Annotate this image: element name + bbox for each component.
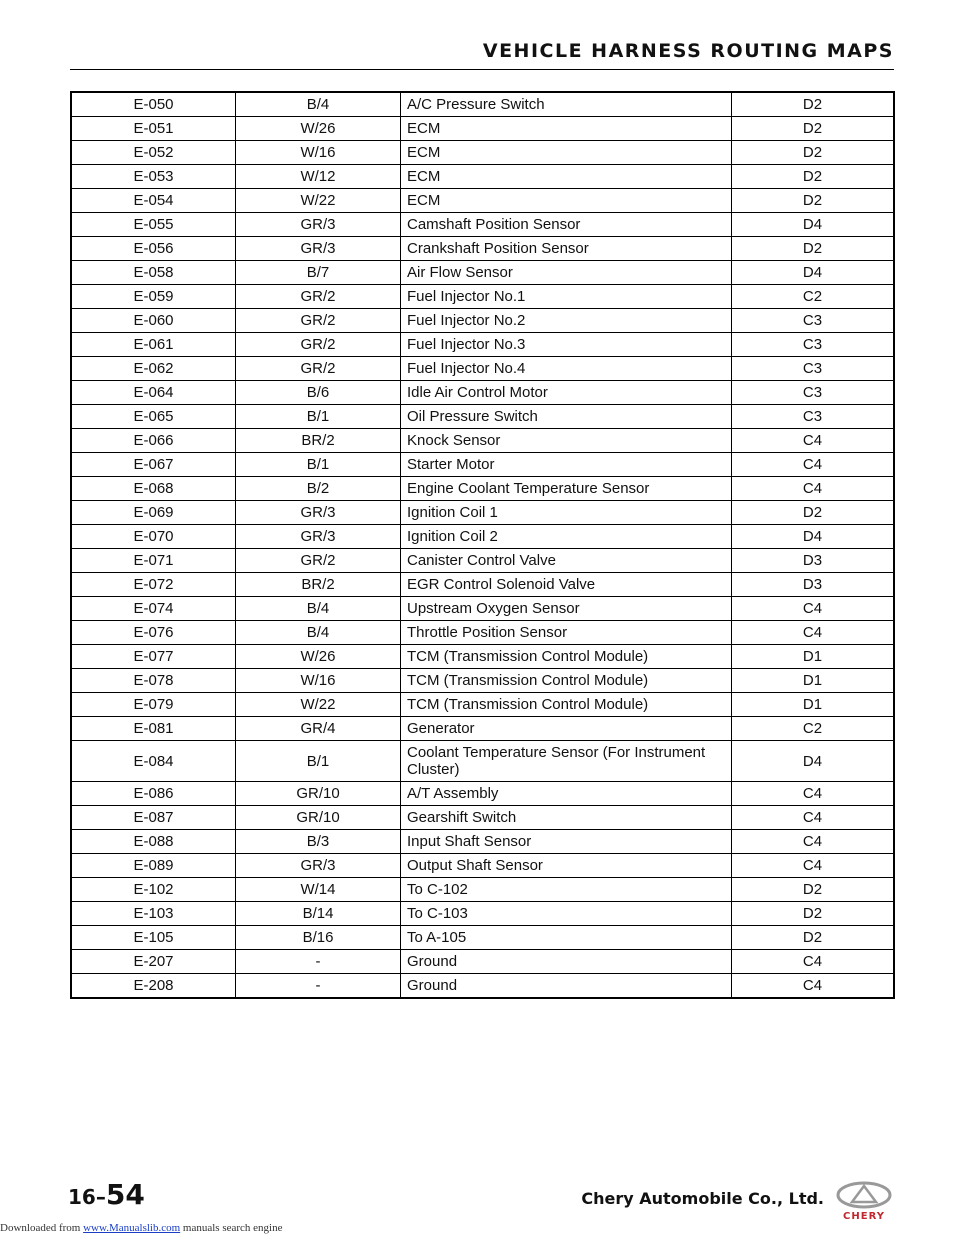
pin-spec: W/12	[236, 165, 401, 189]
pin-spec: GR/2	[236, 549, 401, 573]
pin-spec: GR/3	[236, 525, 401, 549]
table-row	[71, 854, 894, 878]
pin-spec: GR/3	[236, 501, 401, 525]
pin-spec: GR/2	[236, 285, 401, 309]
pin-spec: B/4	[236, 621, 401, 645]
table-row	[71, 285, 894, 309]
table-row	[71, 165, 894, 189]
table-row	[71, 741, 894, 782]
grid-location: C4	[732, 974, 895, 999]
component-name: Engine Coolant Temperature Sensor	[401, 477, 732, 501]
grid-location: D4	[732, 741, 895, 782]
connector-code: E-062	[71, 357, 236, 381]
component-name: Fuel Injector No.1	[401, 285, 732, 309]
manualslib-link[interactable]: www.Manualslib.com	[83, 1222, 181, 1234]
table-row	[71, 717, 894, 741]
component-name: EGR Control Solenoid Valve	[401, 573, 732, 597]
header-divider	[70, 69, 894, 70]
component-name: To C-102	[401, 878, 732, 902]
pin-spec: W/16	[236, 141, 401, 165]
grid-location: D4	[732, 261, 895, 285]
component-name: TCM (Transmission Control Module)	[401, 669, 732, 693]
page-header-title: VEHICLE HARNESS ROUTING MAPS	[482, 40, 894, 62]
table-row	[71, 333, 894, 357]
component-name: Camshaft Position Sensor	[401, 213, 732, 237]
download-suffix: manuals search engine	[180, 1222, 283, 1234]
pin-spec: -	[236, 974, 401, 999]
table-row	[71, 453, 894, 477]
connector-code: E-069	[71, 501, 236, 525]
pin-spec: B/4	[236, 92, 401, 117]
grid-location: D2	[732, 189, 895, 213]
pin-spec: BR/2	[236, 573, 401, 597]
download-prefix: Downloaded from	[0, 1222, 84, 1234]
table-row	[71, 357, 894, 381]
component-name: Fuel Injector No.4	[401, 357, 732, 381]
pin-spec: BR/2	[236, 429, 401, 453]
component-name: To C-103	[401, 902, 732, 926]
grid-location: D1	[732, 693, 895, 717]
table-row	[71, 261, 894, 285]
table-row	[71, 237, 894, 261]
pin-spec: B/2	[236, 477, 401, 501]
table-row	[71, 926, 894, 950]
grid-location: D1	[732, 669, 895, 693]
connector-code: E-051	[71, 117, 236, 141]
grid-location: D1	[732, 645, 895, 669]
component-name: Starter Motor	[401, 453, 732, 477]
connector-code: E-059	[71, 285, 236, 309]
connector-code: E-089	[71, 854, 236, 878]
grid-location: D2	[732, 141, 895, 165]
grid-location: C3	[732, 357, 895, 381]
connector-code: E-060	[71, 309, 236, 333]
page-number	[68, 1178, 145, 1211]
table-row	[71, 693, 894, 717]
component-name: Ignition Coil 2	[401, 525, 732, 549]
connector-code: E-076	[71, 621, 236, 645]
grid-location: D2	[732, 92, 895, 117]
connector-code: E-105	[71, 926, 236, 950]
pin-spec: B/3	[236, 830, 401, 854]
pin-spec: B/6	[236, 381, 401, 405]
grid-location: C3	[732, 381, 895, 405]
component-name: TCM (Transmission Control Module)	[401, 645, 732, 669]
table-row	[71, 782, 894, 806]
grid-location: D2	[732, 878, 895, 902]
connector-code: E-061	[71, 333, 236, 357]
table-row	[71, 117, 894, 141]
connector-table-body	[71, 92, 894, 998]
connector-code: E-079	[71, 693, 236, 717]
connector-code: E-056	[71, 237, 236, 261]
grid-location: C3	[732, 309, 895, 333]
connector-code: E-087	[71, 806, 236, 830]
pin-spec: B/1	[236, 405, 401, 429]
connector-code: E-050	[71, 92, 236, 117]
grid-location: D4	[732, 525, 895, 549]
pin-spec: B/7	[236, 261, 401, 285]
component-name: Output Shaft Sensor	[401, 854, 732, 878]
grid-location: C3	[732, 405, 895, 429]
component-name: Ground	[401, 950, 732, 974]
connector-code: E-071	[71, 549, 236, 573]
table-row	[71, 141, 894, 165]
component-name: Input Shaft Sensor	[401, 830, 732, 854]
table-row	[71, 405, 894, 429]
grid-location: D2	[732, 117, 895, 141]
pin-spec: W/22	[236, 189, 401, 213]
grid-location: D3	[732, 573, 895, 597]
component-name: Ground	[401, 974, 732, 999]
table-row	[71, 830, 894, 854]
connector-code: E-053	[71, 165, 236, 189]
table-row	[71, 92, 894, 117]
chery-logo-text: CHERY	[843, 1211, 885, 1222]
pin-spec: GR/10	[236, 782, 401, 806]
pin-spec: GR/2	[236, 333, 401, 357]
grid-location: C4	[732, 950, 895, 974]
grid-location: D2	[732, 165, 895, 189]
connector-code: E-065	[71, 405, 236, 429]
table-row	[71, 309, 894, 333]
connector-code: E-066	[71, 429, 236, 453]
grid-location: C4	[732, 854, 895, 878]
table-row	[71, 429, 894, 453]
component-name: Gearshift Switch	[401, 806, 732, 830]
pin-spec: W/14	[236, 878, 401, 902]
table-row	[71, 189, 894, 213]
connector-code: E-068	[71, 477, 236, 501]
component-name: Coolant Temperature Sensor (For Instrument Cluster)	[401, 741, 732, 782]
component-name: Knock Sensor	[401, 429, 732, 453]
connector-code: E-084	[71, 741, 236, 782]
table-row	[71, 902, 894, 926]
connector-code: E-081	[71, 717, 236, 741]
table-row	[71, 974, 894, 999]
table-row	[71, 669, 894, 693]
table-row	[71, 549, 894, 573]
connector-code: E-102	[71, 878, 236, 902]
pin-spec: B/1	[236, 453, 401, 477]
pin-spec: W/16	[236, 669, 401, 693]
connector-code: E-054	[71, 189, 236, 213]
grid-location: C2	[732, 717, 895, 741]
component-name: Fuel Injector No.2	[401, 309, 732, 333]
table-row	[71, 381, 894, 405]
grid-location: C4	[732, 429, 895, 453]
component-name: Throttle Position Sensor	[401, 621, 732, 645]
table-row	[71, 525, 894, 549]
component-name: ECM	[401, 189, 732, 213]
grid-location: C4	[732, 621, 895, 645]
grid-location: C4	[732, 806, 895, 830]
component-name: A/C Pressure Switch	[401, 92, 732, 117]
pin-spec: GR/3	[236, 237, 401, 261]
component-name: Generator	[401, 717, 732, 741]
component-name: Air Flow Sensor	[401, 261, 732, 285]
component-name: Canister Control Valve	[401, 549, 732, 573]
table-row	[71, 477, 894, 501]
grid-location: D2	[732, 902, 895, 926]
connector-code: E-207	[71, 950, 236, 974]
pin-spec: GR/3	[236, 854, 401, 878]
pin-spec: B/14	[236, 902, 401, 926]
component-name: ECM	[401, 117, 732, 141]
component-name: Oil Pressure Switch	[401, 405, 732, 429]
grid-location: C4	[732, 453, 895, 477]
connector-code: E-077	[71, 645, 236, 669]
grid-location: C3	[732, 333, 895, 357]
pin-spec: GR/2	[236, 309, 401, 333]
table-row	[71, 645, 894, 669]
connector-code: E-078	[71, 669, 236, 693]
grid-location: D4	[732, 213, 895, 237]
component-name: ECM	[401, 141, 732, 165]
table-row	[71, 213, 894, 237]
component-name: Crankshaft Position Sensor	[401, 237, 732, 261]
connector-code: E-072	[71, 573, 236, 597]
component-name: To A-105	[401, 926, 732, 950]
grid-location: D2	[732, 501, 895, 525]
pin-spec: W/26	[236, 117, 401, 141]
table-row	[71, 597, 894, 621]
table-row	[71, 806, 894, 830]
pin-spec: GR/2	[236, 357, 401, 381]
table-row	[71, 950, 894, 974]
pin-spec: B/16	[236, 926, 401, 950]
pin-spec: GR/3	[236, 213, 401, 237]
connector-code: E-086	[71, 782, 236, 806]
component-name: TCM (Transmission Control Module)	[401, 693, 732, 717]
section-number: 16–	[68, 1185, 106, 1209]
connector-code: E-052	[71, 141, 236, 165]
pin-spec: B/1	[236, 741, 401, 782]
component-name: Ignition Coil 1	[401, 501, 732, 525]
pin-spec: GR/4	[236, 717, 401, 741]
download-notice	[0, 1222, 282, 1234]
connector-code: E-064	[71, 381, 236, 405]
grid-location: C2	[732, 285, 895, 309]
component-name: Upstream Oxygen Sensor	[401, 597, 732, 621]
table-row	[71, 501, 894, 525]
grid-location: C4	[732, 830, 895, 854]
table-row	[71, 878, 894, 902]
pin-spec: GR/10	[236, 806, 401, 830]
connector-code: E-074	[71, 597, 236, 621]
connector-code: E-055	[71, 213, 236, 237]
table-row	[71, 621, 894, 645]
component-name: ECM	[401, 165, 732, 189]
grid-location: C4	[732, 477, 895, 501]
pin-spec: W/22	[236, 693, 401, 717]
connector-code: E-058	[71, 261, 236, 285]
page-number-value: 54	[105, 1178, 145, 1211]
connector-code: E-067	[71, 453, 236, 477]
grid-location: C4	[732, 782, 895, 806]
connector-table	[70, 91, 895, 999]
connector-code: E-088	[71, 830, 236, 854]
connector-code: E-208	[71, 974, 236, 999]
grid-location: D2	[732, 237, 895, 261]
grid-location: D2	[732, 926, 895, 950]
component-name: A/T Assembly	[401, 782, 732, 806]
pin-spec: W/26	[236, 645, 401, 669]
grid-location: D3	[732, 549, 895, 573]
table-row	[71, 573, 894, 597]
connector-code: E-103	[71, 902, 236, 926]
company-name: Chery Automobile Co., Ltd.	[581, 1189, 824, 1208]
component-name: Fuel Injector No.3	[401, 333, 732, 357]
grid-location: C4	[732, 597, 895, 621]
connector-code: E-070	[71, 525, 236, 549]
pin-spec: B/4	[236, 597, 401, 621]
chery-logo	[834, 1180, 894, 1222]
pin-spec: -	[236, 950, 401, 974]
component-name: Idle Air Control Motor	[401, 381, 732, 405]
